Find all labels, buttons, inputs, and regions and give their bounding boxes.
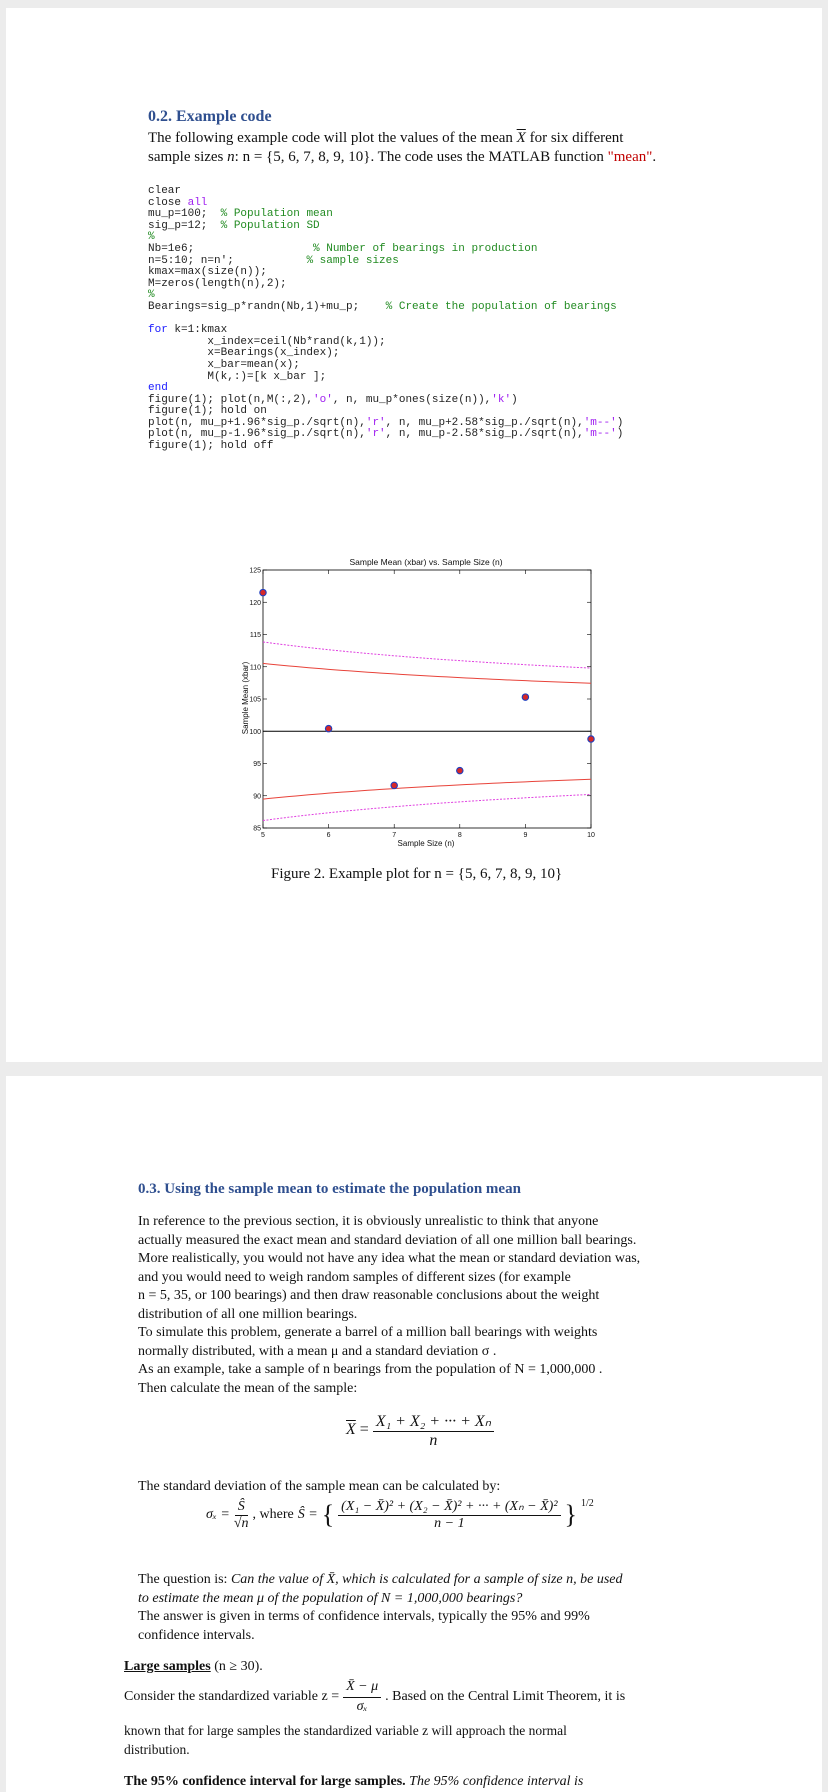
denominator: n − 1: [434, 1516, 465, 1531]
paragraph-line: distribution of all one million bearings.: [138, 1306, 358, 1322]
large-samples-label: Large samples: [124, 1659, 211, 1674]
code-comment: % Population mean: [220, 208, 333, 221]
code-line: , n, mu_p-2.58*sig_p./sqrt(n),: [385, 428, 584, 441]
x-tick-label: 7: [392, 832, 397, 839]
chart-title: Sample Mean (xbar) vs. Sample Size (n): [349, 557, 503, 567]
data-point: [325, 725, 331, 731]
exponent: 1/2: [581, 1498, 594, 1509]
data-point: [522, 694, 528, 700]
y-tick-label: 120: [249, 599, 261, 607]
code-line: clear: [148, 185, 182, 197]
data-point: [391, 782, 397, 788]
code-string: 'o': [313, 393, 333, 406]
paragraph-line: n = 5, 35, or 100 bearings) and then draw reasonable conclusions about the weight: [138, 1288, 600, 1303]
paragraph-line: Then calculate the mean of the sample:: [138, 1380, 358, 1396]
code-comment: % Create the population of bearings: [385, 300, 617, 313]
code-keyword: end: [148, 382, 168, 395]
paragraph-line: actually measured the exact mean and standard deviation of all one million ball bearings.: [138, 1232, 637, 1248]
code-line: M(k,:)=[k x_bar ];: [148, 370, 327, 383]
numerator: X₁ + X₂ + ··· + Xₙ: [373, 1411, 494, 1432]
sigma-symbol: σₓ =: [206, 1507, 230, 1522]
code-line: Bearings=sig_p*randn(Nb,1)+mu_p;: [148, 300, 386, 313]
code-line: figure(1); hold off: [148, 440, 274, 453]
figure-caption: Figure 2. Example plot for n = {5, 6, 7, 8, 9, 10}: [271, 866, 563, 882]
code-line: ): [616, 428, 624, 441]
clt-paragraph: [124, 1722, 567, 1759]
code-comment: % sample sizes: [306, 254, 399, 267]
document-page-2: [6, 1076, 822, 1792]
code-string: 'r': [365, 416, 386, 429]
y-tick-label: 110: [249, 664, 261, 672]
x-tick-label: 8: [457, 832, 462, 839]
code-line: Nb=1e6;: [148, 242, 314, 255]
xbar-symbol: $\overline{X}$: [346, 1421, 356, 1439]
x-tick-label: 9: [523, 832, 528, 839]
code-string: all: [187, 196, 208, 209]
fraction: [338, 1498, 560, 1532]
intro-text: for six different: [529, 130, 624, 146]
s-hat-symbol: Ŝ =: [297, 1507, 318, 1522]
fraction: [373, 1411, 494, 1450]
code-string: 'm--': [583, 428, 617, 441]
intro-text: sample sizes: [148, 148, 224, 165]
chart-x-axis-label: Sample Size (n): [397, 839, 455, 848]
where-text: , where: [252, 1507, 294, 1522]
code-line: plot(n, mu_p-1.96*sig_p./sqrt(n),: [148, 428, 366, 441]
paragraph-intro: [138, 1213, 788, 1398]
clt-text: known that for large samples the standardized variable z will approach the normal: [124, 1723, 567, 1738]
fraction: [343, 1678, 381, 1716]
code-line: kmax=max(size(n));: [148, 266, 267, 279]
chart-y-axis-label: Sample Mean (xbar): [241, 661, 250, 735]
intro-text: The following example code will plot the values of the mean: [148, 130, 513, 146]
question-text: Can the value of X̄, which is calculated for a sample of size n, be used: [230, 1572, 623, 1587]
code-line: k=1:kmax: [167, 324, 228, 337]
data-point: [457, 767, 463, 773]
intro-text: . The code uses the MATLAB function: [370, 148, 604, 165]
denominator: √n: [233, 1515, 249, 1531]
code-comment: %: [148, 231, 155, 244]
code-line: sig_p=12;: [148, 219, 221, 232]
code-line: x_index=ceil(Nb*rand(k,1));: [148, 335, 386, 348]
y-tick-label: 115: [249, 632, 261, 639]
xbar-symbol: $\overline{X}$: [516, 130, 526, 146]
code-string: 'k': [491, 393, 512, 406]
x-tick-label: 5: [261, 832, 265, 839]
paragraph-line: To simulate this problem, generate a barrel of a million ball bearings with weights: [138, 1325, 598, 1340]
code-line: ): [511, 393, 518, 406]
data-point: [260, 589, 266, 595]
code-line: figure(1); hold on: [148, 405, 267, 418]
standardized-text: Consider the standardized variable z =: [124, 1688, 340, 1704]
x-tick-label: 6: [326, 832, 331, 839]
ci-heading-line: [124, 1773, 583, 1792]
y-tick-label: 125: [249, 567, 261, 575]
matlab-code-block: [148, 186, 623, 453]
document-page-1: [6, 8, 822, 1062]
section-heading-sample-mean: 0.3. Using the sample mean to estimate the population mean: [138, 1181, 521, 1197]
code-line: figure(1); plot(n,M(:,2),: [148, 393, 314, 406]
code-string: 'r': [365, 428, 386, 441]
intro-paragraph: [148, 129, 798, 166]
code-comment: %: [148, 289, 155, 302]
y-tick-label: 85: [253, 825, 261, 833]
std-dev-equation: [206, 1498, 594, 1532]
numerator: Ŝ: [235, 1499, 248, 1516]
code-line: x=Bearings(x_index);: [148, 347, 340, 360]
clt-text: distribution.: [124, 1741, 190, 1757]
question-text: to estimate the mean μ of the population of N = 1,000,000 bearings?: [138, 1590, 523, 1606]
x-tick-label: 10: [587, 832, 595, 839]
y-tick-label: 95: [253, 761, 261, 768]
question-label: The question is:: [138, 1572, 228, 1587]
large-samples-condition: (n ≥ 30).: [210, 1659, 263, 1674]
question-paragraph: [138, 1571, 798, 1645]
paragraph-line: normally distributed, with a mean μ and a standard deviation σ .: [138, 1343, 497, 1359]
numerator: (X₁ − X̄)² + (X₂ − X̄)² + ··· + (Xₙ − X̄)²: [338, 1498, 560, 1516]
paragraph-line: More realistically, you would not have any idea what the mean or standard deviation was,: [138, 1251, 641, 1266]
sample-size-set: : n = {5, 6, 7, 8, 9, 10}: [234, 148, 371, 165]
y-tick-label: 105: [249, 696, 261, 704]
data-point: [588, 736, 594, 742]
y-tick-label: 100: [249, 728, 261, 736]
matlab-function-name: "mean": [607, 148, 653, 165]
answer-text: confidence intervals.: [138, 1627, 255, 1643]
ci-text: The 95% confidence interval is: [405, 1774, 584, 1789]
n-symbol: n: [227, 148, 235, 165]
code-line: plot(n, mu_p+1.96*sig_p./sqrt(n),: [148, 416, 366, 429]
sample-mean-chart: [236, 548, 606, 848]
left-brace: {: [321, 1500, 335, 1529]
code-line: ): [616, 416, 624, 429]
paragraph-line: As an example, take a sample of n bearings from the population of N = 1,000,000 .: [138, 1362, 603, 1377]
standardized-variable-line: [124, 1678, 625, 1716]
period: .: [652, 148, 657, 165]
code-line: x_bar=mean(x);: [148, 358, 300, 371]
paragraph-line: and you would need to weigh random samples of different sizes (for example: [138, 1269, 571, 1285]
code-line: M=zeros(length(n),2);: [148, 277, 287, 290]
code-line: n=5:10; n=n';: [148, 254, 307, 267]
y-tick-label: 90: [253, 793, 261, 801]
code-comment: % Number of bearings in production: [313, 242, 538, 255]
code-keyword: for: [148, 324, 168, 337]
answer-text: The answer is given in terms of confidence intervals, typically the 95% and 99%: [138, 1609, 590, 1624]
denominator: σₓ: [356, 1698, 368, 1714]
standardized-text: . Based on the Central Limit Theorem, it is: [385, 1688, 626, 1704]
code-string: 'm--': [583, 416, 617, 429]
chart-plot-area: [249, 568, 595, 840]
sample-mean-equation: $\overline{X}$ = $\frac{\text{X₁ + X₂ + ··· + Xₙ}}{n}$: [346, 1411, 494, 1450]
sd-intro-text: The standard deviation of the sample mean can be calculated by:: [138, 1479, 501, 1494]
large-samples-heading: [124, 1658, 263, 1677]
fraction: [234, 1499, 249, 1532]
code-line: mu_p=100;: [148, 208, 221, 221]
code-line: close: [148, 196, 188, 209]
right-brace: }: [564, 1500, 578, 1529]
denominator: n: [429, 1432, 438, 1449]
chart-axes-box: [263, 570, 591, 828]
paragraph-line: In reference to the previous section, it is obviously unrealistic to think that anyone: [138, 1214, 599, 1229]
ci-heading: The 95% confidence interval for large samples.: [124, 1774, 406, 1789]
code-comment: % Population SD: [220, 219, 320, 232]
numerator: X̄ − μ: [343, 1678, 381, 1698]
code-line: , n, mu_p*ones(size(n)),: [332, 393, 492, 406]
section-heading-example-code: 0.2. Example code: [148, 108, 272, 125]
code-line: , n, mu_p+2.58*sig_p./sqrt(n),: [385, 416, 584, 429]
